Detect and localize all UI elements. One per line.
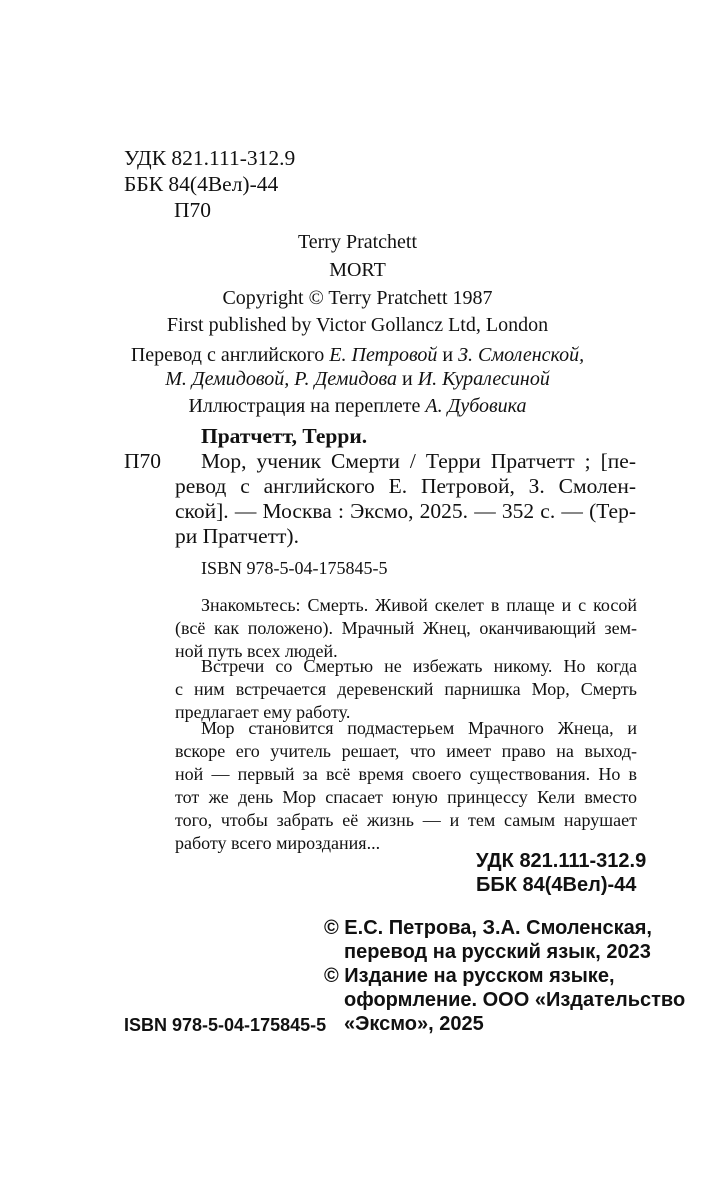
annotation-line: ной — первый за всё время своего существования. Но в	[175, 764, 637, 784]
bibliographic-line-1: Мор, ученик Смерти / Терри Пратчетт ; [пе-	[201, 449, 636, 473]
bbk-code-bottom: ББК 84(4Вел)-44	[476, 874, 637, 896]
udk-code: УДК 821.111-312.9	[124, 146, 296, 170]
translators-line-2	[0, 368, 715, 391]
translator-demidovy: М. Демидовой, Р. Демидова	[165, 368, 397, 390]
annotation-line: (всё как положено). Мрачный Жнец, оканчивающий зем-	[175, 618, 637, 638]
annotation-line: работу всего мироздания...	[175, 833, 381, 853]
illustrator-name: А. Дубовика	[425, 395, 527, 417]
translation-and-2: и	[397, 368, 418, 390]
annotation-line: Встречи со Смертью не избежать никому. Но когда	[201, 656, 637, 676]
copyright-edition-3: «Эксмо», 2025	[344, 1013, 484, 1035]
copyright-translation-2: перевод на русский язык, 2023	[344, 941, 651, 963]
bibliographic-heading: Пратчетт, Терри.	[201, 424, 368, 448]
bibliographic-line-2: ревод с английского Е. Петровой, З. Смолен-	[175, 474, 636, 498]
illustration-credit	[0, 395, 715, 418]
bibliographic-line-4: ри Пратчетт).	[175, 524, 299, 548]
isbn-record: ISBN 978-5-04-175845-5	[201, 558, 388, 578]
copyright-edition-2: оформление. ООО «Издательство	[344, 989, 686, 1011]
isbn-bottom: ISBN 978-5-04-175845-5	[124, 1015, 327, 1035]
translation-and: и	[437, 344, 459, 366]
annotation-line: того, чтобы забрать её жизнь — и тем самым нарушает	[175, 810, 637, 830]
annotation-line: тот же день Мор спасает юную принцессу Кели вместо	[175, 787, 637, 807]
translator-smolenskaya: З. Смоленской,	[458, 344, 585, 366]
annotation-line: ной путь всех людей.	[175, 641, 338, 661]
annotation-line: предлагает ему работу.	[175, 702, 351, 722]
original-title: MORT	[329, 259, 386, 281]
illustration-prefix: Иллюстрация на переплете	[188, 395, 426, 417]
translators-line-1	[0, 344, 715, 367]
copyright-translation: © Е.С. Петрова, З.А. Смоленская,	[324, 917, 652, 939]
annotation-line: Мор становится подмастерьем Мрачного Жнеца, и	[201, 718, 637, 738]
udk-code-bottom: УДК 821.111-312.9	[476, 850, 647, 872]
author-mark: П70	[174, 198, 212, 222]
copyright-edition: © Издание на русском языке,	[324, 965, 615, 987]
annotation-line: вскоре его учитель решает, что имеет право на выход-	[175, 741, 637, 761]
annotation-line: Знакомьтесь: Смерть. Живой скелет в плаще и с косой	[201, 595, 637, 615]
bbk-code: ББК 84(4Вел)-44	[124, 172, 279, 196]
translator-kuralesina: И. Куралесиной	[417, 368, 550, 390]
bibliographic-mark: П70	[124, 449, 162, 473]
translation-prefix: Перевод с английского	[130, 344, 330, 366]
original-author: Terry Pratchett	[297, 231, 418, 253]
first-published: First published by Victor Gollancz Ltd, London	[166, 314, 549, 336]
annotation-line: с ним встречается деревенский парнишка Мор, Смерть	[175, 679, 637, 699]
copyright-original: Copyright © Terry Pratchett 1987	[222, 287, 493, 309]
bibliographic-line-3: ской]. — Москва : Эксмо, 2025. — 352 с. — (Тер-	[175, 499, 636, 523]
translator-petrova: Е. Петровой	[329, 344, 438, 366]
